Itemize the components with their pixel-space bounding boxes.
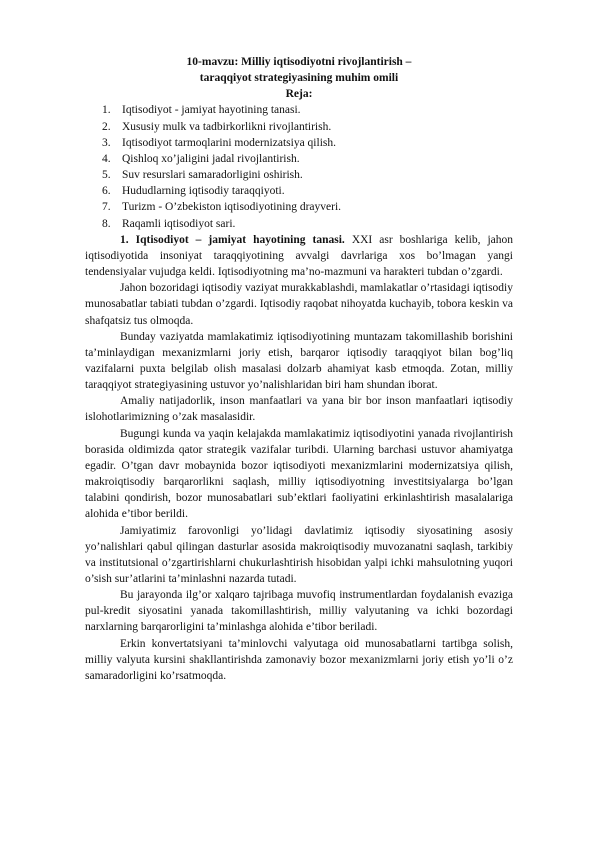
plan-item-text: Suv resurslari samaradorligini oshirish.	[122, 169, 303, 182]
plan-item-number: 1.	[102, 104, 111, 117]
plan-item	[85, 102, 513, 118]
body-paragraph: Bugungi kunda va yaqin kelajakda mamlakatimiz iqtisodiyotini yanada rivojlantirish borasida oldimizda qator strategik vazifalar turibdi. Ularning barchasi ustuvor ahamiyatga egadir. O’tgan davr mobaynida bozor iqtisodiyoti mexanizmlarini modernizatsiya qilish, makroiqtisodiy barqarorlikni saqlash, milliy iqtisodiyotning investitsiyalarga bo’lgan talabini qondirish, bozor munosabatlari sub’ektlari faoliyatini erkinlashtirish masalalariga alohida e’tibor berildi.	[85, 427, 513, 521]
plan-item-text: Iqtisodiyot - jamiyat hayotining tanasi.	[122, 104, 301, 117]
plan-item	[85, 151, 513, 167]
section-1-heading: 1. Iqtisodiyot – jamiyat hayotining tanasi.	[120, 233, 345, 246]
plan-item	[85, 216, 513, 232]
plan-item-number: 6.	[102, 185, 111, 198]
title-line-1: 10-mavzu: Milliy iqtisodiyotni rivojlantirish –	[186, 56, 412, 68]
plan-heading: Reja:	[285, 88, 313, 101]
document-page	[85, 54, 513, 684]
section-1-intro-text: XXI asr boshlariga kelib, jahon iqtisodiyotida insoniyat taraqqiyotining avvalgi davrlariga xos bo’lmagan yangi tendensiyalar vujudga keldi. Iqtisodiyotning ma’no-mazmuni va harakteri tubdan o’zgardi.	[85, 233, 514, 279]
document-title	[85, 54, 513, 86]
plan-item	[85, 119, 513, 135]
plan-item-number: 7.	[102, 201, 111, 214]
plan-item-number: 2.	[102, 120, 111, 133]
plan-item-number: 5.	[102, 169, 111, 182]
plan-item-text: Turizm - O’zbekiston iqtisodiyotining drayveri.	[122, 201, 342, 214]
plan-item	[85, 167, 513, 183]
body-paragraph: Amaliy natijadorlik, inson manfaatlari va yana bir bor inson manfaatlari iqtisodiy islohotlarimizning o’zak masalasidir.	[85, 395, 513, 424]
body-paragraph: Jamiyatimiz farovonligi yo’lidagi davlatimiz iqtisodiy siyosatining asosiy yo’nalishlari qabul qilingan dasturlar asosida makroiqtisodiy muvozanatni saqlash, tarkibiy va institutsional o’zgartirishlarni chukurlashtirish hisobidan yalpi ichki mahsulotning yuqori o’sish sur’atlarini ta’minlashni nazarda tutadi.	[85, 524, 513, 585]
plan-item	[85, 183, 513, 199]
plan-item-text: Qishloq xo’jaligini jadal rivojlantirish.	[122, 152, 300, 165]
plan-item	[85, 199, 513, 215]
body-paragraph: Bu jarayonda ilg’or xalqaro tajribaga muvofiq instrumentlardan foydalanish evaziga pul-kredit siyosatini yanada takomillashtirish, milliy valyutaning va ichki bozordagi narxlarning barqarorligini ta’minlashga alohida e’tibor beriladi.	[85, 589, 513, 634]
plan-item-number: 4.	[102, 152, 111, 165]
title-line-2: taraqqiyot strategiyasining muhim omili	[199, 72, 399, 85]
body-paragraph: Erkin konvertatsiyani ta’minlovchi valyutaga oid munosabatlarni tartibga solish, milliy valyuta kursini shakllantirishda zamonaviy bozor mexanizmlarni joriy etish yo’li o’z samaradorligini ko’rsatmoqda.	[85, 637, 513, 682]
plan-item	[85, 135, 513, 151]
section-1-intro-paragraph	[85, 232, 513, 280]
plan-item-text: Hududlarning iqtisodiy taraqqiyoti.	[122, 185, 285, 198]
plan-item-text: Iqtisodiyot tarmoqlarini modernizatsiya qilish.	[122, 136, 336, 149]
plan-item-number: 3.	[102, 136, 111, 149]
plan-item-number: 8.	[102, 217, 111, 230]
plan-item-text: Xususiy mulk va tadbirkorlikni rivojlantirish.	[122, 120, 332, 133]
plan-item-text: Raqamli iqtisodiyot sari.	[122, 217, 236, 230]
body-paragraph: Bunday vaziyatda mamlakatimiz iqtisodiyotining muntazam takomillashib borishini ta’minlaydigan mexanizmlarni joriy etish, barqaror iqtisodiy taraqqiyot bilan bog’liq vazifalarni puxta belgilab olish masalasi dolzarb ahamiyat kasb etmoqda. Zotan, milliy taraqqiyot strategiyasining ustuvor yo’nalishlaridan biri ham shundan iborat.	[85, 330, 513, 392]
plan-list	[85, 102, 513, 231]
body-paragraph: Jahon bozoridagi iqtisodiy vaziyat murakkablashdi, mamlakatlar o’rtasidagi iqtisodiy munosabatlar tabiati tubdan o’zgardi. Iqtisodiy raqobat nihoyatda kuchayib, tobora keskin va shafqatsiz tus olmoqda.	[85, 282, 513, 327]
